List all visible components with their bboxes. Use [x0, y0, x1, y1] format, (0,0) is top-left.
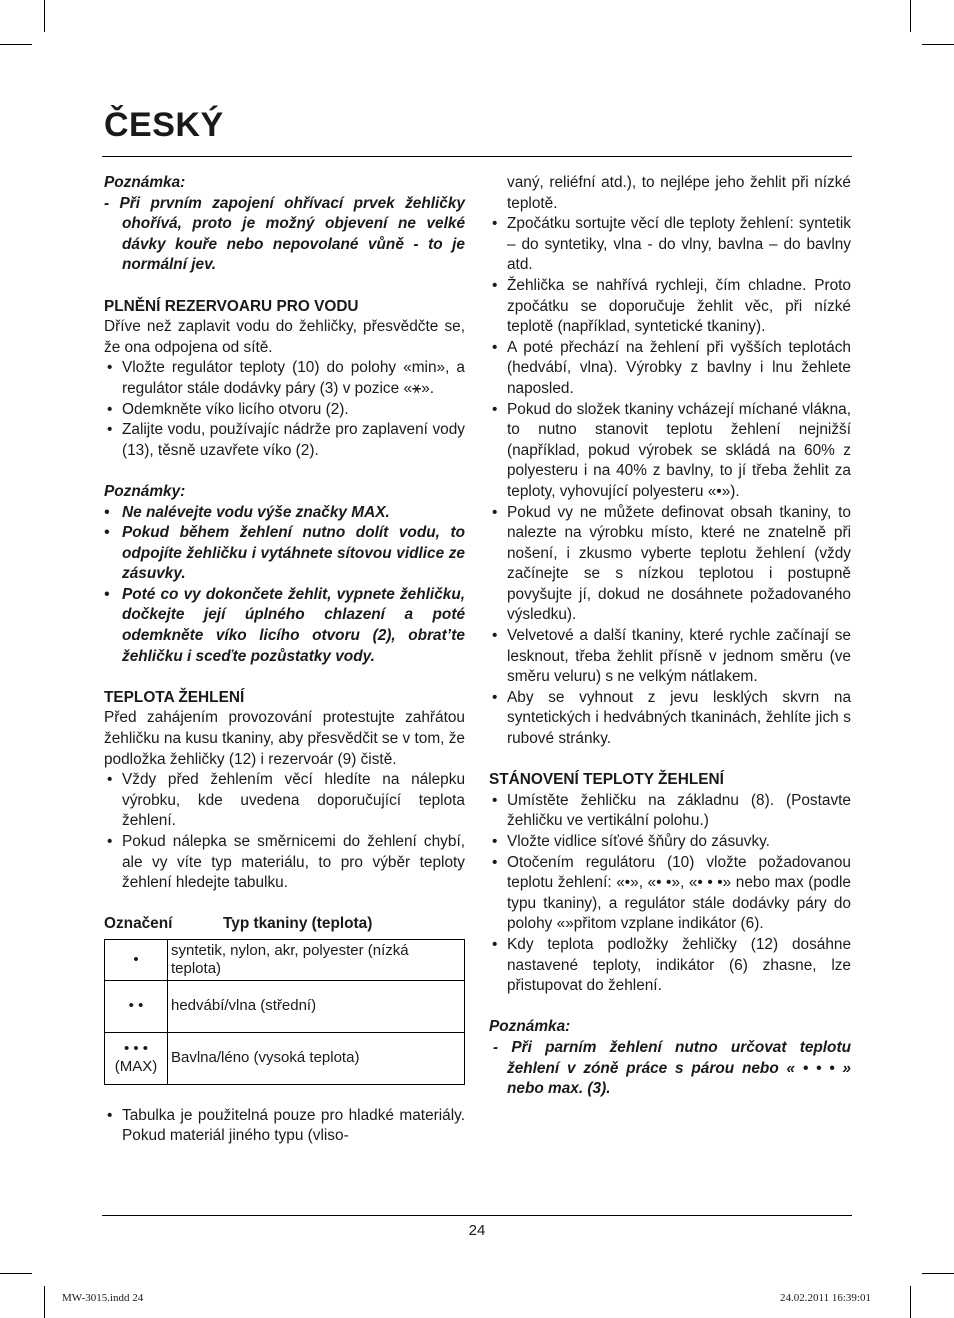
left-column: [104, 173, 465, 1147]
section-heading: PLNĚNÍ REZERVOARU PRO VODU: [104, 297, 359, 315]
page-title: ČESKÝ: [104, 106, 224, 144]
note-item: • Pokud během žehlení nutno dolít vodu, to odpojíte žehličku i vytáhnete sítovou vidlice ze zásuvky.: [104, 524, 465, 583]
footer-date: 24.02.2011 16:39:01: [780, 1292, 871, 1304]
list-item: • Zpočátku sortujte věcí dle teploty žehlení: syntetik – do syntetiky, vlna - do vlny, bavlna – do bavlny atd.: [492, 215, 851, 274]
list-item: • Aby se vyhnout z jevu lesklých skvrn na syntetických i hedvábných tkaninách, žehlíte jich s rubové stránky.: [492, 688, 851, 748]
note-item: • Ne nalévejte vodu výše značky MAX.: [104, 503, 390, 521]
paragraph: Dříve než zaplavit vodu do žehličky, přesvědčte se, že ona odpojena od sítě.: [104, 318, 465, 356]
table-row: [105, 980, 465, 1032]
footer-rule: [102, 1215, 852, 1216]
table-header-cell: Typ tkaniny (teplota): [223, 915, 373, 933]
table-cell-symbol: • •: [105, 980, 168, 1032]
list-item: • Vložte vidlice síťové šňůry do zásuvky.: [492, 833, 770, 850]
table-cell-text: syntetik, nylon, akr, polyester (nízká teplota): [168, 939, 465, 980]
paragraph: Před zahájením provozování protestujte zahřátou žehličku na kusu tkaniny, aby přesvědčit se v tom, že podložka žehličky (12) i rezervoár (9) čistě.: [104, 709, 465, 768]
note-heading: Poznámka:: [104, 174, 186, 191]
fabric-table: [104, 939, 465, 1085]
table-header: [104, 914, 465, 935]
crop-mark: [910, 0, 911, 32]
list-item: • Vždy před žehlením věcí hledíte na nálepku výrobku, kde uvedena doporučující teplota žehlení.: [107, 771, 465, 830]
crop-mark: [922, 44, 954, 45]
header-rule: [102, 156, 852, 157]
note-heading: Poznámky:: [104, 482, 186, 500]
table-cell-text: hedvábí/vlna (střední): [168, 980, 465, 1032]
section-heading: STÁNOVENÍ TEPLOTY ŽEHLENÍ: [489, 771, 724, 789]
note-text: - Při prvním zapojení ohřívací prvek žehličky ohořívá, proto je možný objevení ne velké dávky kouře nebo nepovolané vůně - to je normální jev.: [104, 194, 465, 274]
table-cell-symbol: • • • (MAX): [105, 1032, 168, 1084]
list-item: • Umístěte žehličku na základnu (8). (Postavte žehličku ve vertikální polohu.): [492, 791, 851, 830]
note-text: - Při parním žehlení nutno určovat teplotu žehlení v zóně práce s párou nebo « • • • » nebo max. (3).: [493, 1038, 851, 1098]
list-item: • Kdy teplota podložky žehličky (12) dosáhne nastavené teploty, indikátor (6) zhasne, lze přistupovat do žehlení.: [492, 935, 851, 995]
table-row: [105, 939, 465, 980]
table-row: [105, 1032, 465, 1084]
footer-file: MW-3015.indd 24: [62, 1292, 144, 1304]
note-item: • Poté co vy dokončete žehlit, vypnete žehličku, dočkejte její úplného chlazení a poté odemkněte víko licího otvoru (2), obrat’te žehličku i sceďte pozůstatky vody.: [104, 585, 465, 665]
table-cell-symbol: •: [105, 939, 168, 980]
list-item: • Žehlička se nahřívá rychleji, čím chladne. Proto zpočátku se doporučuje žehlit věc, při nízké teplotě (například, syntetické tkaniny).: [492, 276, 851, 336]
table-header-cell: Označení: [104, 915, 173, 933]
crop-mark: [0, 1273, 32, 1274]
crop-mark: [922, 1273, 954, 1274]
list-item: • Pokud do složek tkaniny vcházejí míchané vlákna, to nutno stanovit teplotu žehlení nejnižší (například, pokud výrobek se skládá na 60% z polyesteru i na 40% z bavlny, to jí třeba žehlit za teploty, vyhovující polyesteru «•»).: [492, 400, 851, 500]
crop-mark: [0, 44, 32, 45]
list-item: • Velvetové a další tkaniny, které rychle začínají se lesknout, třeba žehlit přísně v jednom směru (ve směru veluru) s ne velkým nátlakem.: [492, 627, 851, 686]
page-number: 24: [468, 1222, 486, 1239]
list-item: • Otočením regulátoru (10) vložte požadovanou teplotu žehlení: «•», «• •», «• • •» nebo max (podle typu tkaniny), a regulátor stále dodávky páry do polohy «»přitom vzplane indikátor (6).: [492, 853, 851, 933]
note-heading: Poznámka:: [489, 1018, 571, 1036]
crop-mark: [44, 1286, 45, 1318]
section-heading: TEPLOTA ŽEHLENÍ: [104, 688, 245, 706]
list-item: • Zalijte vodu, používajíc nádrže pro zaplavení vody (13), těsně uzavřete víko (2).: [107, 421, 465, 459]
crop-mark: [44, 0, 45, 32]
crop-mark: [910, 1286, 911, 1318]
table-cell-text: Bavlna/léno (vysoká teplota): [168, 1032, 465, 1084]
list-item: • Pokud nálepka se směrnicemi do žehlení chybí, ale vy víte typ materiálu, to pro výběr teploty žehlení hledejte tabulku.: [107, 833, 465, 892]
paragraph: vaný, reliéfní atd.), to nejlépe jeho žehlit při nízké teplotě.: [507, 174, 851, 212]
list-item: • A poté přechází na žehlení při vyšších teplotách (hedvábí, vlna). Výrobky z bavlny i lnu žehlete naposled.: [492, 338, 851, 397]
list-item: • Vložte regulátor teploty (10) do polohy «min», a regulátor stále dodávky páry (3) v pozice «⚹».: [107, 359, 465, 397]
list-item: • Odemkněte víko licího otvoru (2).: [107, 400, 349, 418]
list-item: • Tabulka je použitelná pouze pro hladké materiály. Pokud materiál jiného typu (vliso-: [107, 1106, 465, 1145]
list-item: • Pokud vy ne můžete definovat obsah tkaniny, to nalezte na výrobku místo, které ne znatelně při nošení, i zkusmo vyberte teplotu žehlení (vždy začínejte se s nízkou teplotou i postupně povyšujte jí, dokud ne dosáhnete požadovaného výsledku).: [492, 503, 851, 624]
right-column: [489, 173, 851, 1100]
